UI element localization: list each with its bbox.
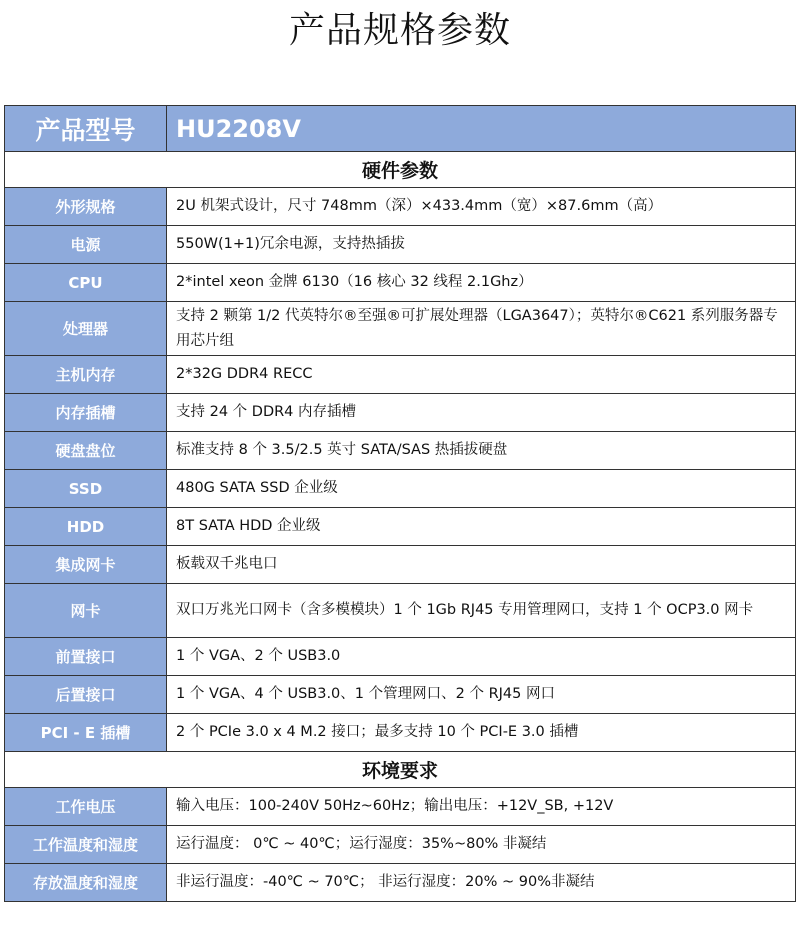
row-value: 非运行温度：-40℃ ~ 70℃； 非运行湿度：20% ~ 90%非凝结 xyxy=(167,864,796,902)
row-label: 工作温度和湿度 xyxy=(5,826,167,864)
page-title: 产品规格参数 xyxy=(288,10,511,51)
row-label: 存放温度和湿度 xyxy=(5,864,167,902)
table-row xyxy=(5,864,796,902)
table-row xyxy=(5,226,796,264)
row-label: 处理器 xyxy=(5,302,167,356)
table-row xyxy=(5,508,796,546)
row-value: 输入电压：100-240V 50Hz~60Hz；输出电压：+12V_SB, +12V xyxy=(167,788,796,826)
row-value: 2*intel xeon 金牌 6130（16 核心 32 线程 2.1Ghz） xyxy=(167,264,796,302)
row-label: 后置接口 xyxy=(5,676,167,714)
table-row xyxy=(5,714,796,752)
table-row xyxy=(5,264,796,302)
row-label: SSD xyxy=(5,470,167,508)
row-label: 主机内存 xyxy=(5,356,167,394)
model-label: 产品型号 xyxy=(5,106,167,152)
table-row xyxy=(5,188,796,226)
spec-table xyxy=(4,105,796,902)
row-label: 前置接口 xyxy=(5,638,167,676)
row-value: 运行温度： 0℃ ~ 40℃；运行湿度：35%~80% 非凝结 xyxy=(167,826,796,864)
row-value: 8T SATA HDD 企业级 xyxy=(167,508,796,546)
row-label: 集成网卡 xyxy=(5,546,167,584)
row-label: 内存插槽 xyxy=(5,394,167,432)
table-row xyxy=(5,302,796,356)
table-row xyxy=(5,788,796,826)
row-value: 550W(1+1)冗余电源，支持热插拔 xyxy=(167,226,796,264)
table-row xyxy=(5,676,796,714)
row-label: CPU xyxy=(5,264,167,302)
row-value: 2U 机架式设计，尺寸 748mm（深）×433.4mm（宽）×87.6mm（高） xyxy=(167,188,796,226)
section-hardware-title: 硬件参数 xyxy=(5,152,796,188)
row-value: 板载双千兆电口 xyxy=(167,546,796,584)
section-hardware xyxy=(5,152,796,188)
row-label: 工作电压 xyxy=(5,788,167,826)
row-label: 网卡 xyxy=(5,584,167,638)
table-row xyxy=(5,584,796,638)
section-environment xyxy=(5,752,796,788)
table-row xyxy=(5,546,796,584)
row-value: 2*32G DDR4 RECC xyxy=(167,356,796,394)
section-environment-title: 环境要求 xyxy=(5,752,796,788)
row-label: PCI - E 插槽 xyxy=(5,714,167,752)
table-row xyxy=(5,826,796,864)
row-value: 标准支持 8 个 3.5/2.5 英寸 SATA/SAS 热插拔硬盘 xyxy=(167,432,796,470)
row-value: 支持 2 颗第 1/2 代英特尔®至强®可扩展处理器（LGA3647）；英特尔®C621 系列服务器专用芯片组 xyxy=(167,302,796,356)
table-row xyxy=(5,470,796,508)
row-label: 硬盘盘位 xyxy=(5,432,167,470)
row-value: 1 个 VGA、2 个 USB3.0 xyxy=(167,638,796,676)
row-value: 1 个 VGA、4 个 USB3.0、1 个管理网口、2 个 RJ45 网口 xyxy=(167,676,796,714)
row-value: 支持 24 个 DDR4 内存插槽 xyxy=(167,394,796,432)
model-row xyxy=(5,106,796,152)
row-value: 480G SATA SSD 企业级 xyxy=(167,470,796,508)
row-label: HDD xyxy=(5,508,167,546)
row-label: 电源 xyxy=(5,226,167,264)
table-row xyxy=(5,638,796,676)
table-row xyxy=(5,432,796,470)
row-value: 双口万兆光口网卡（含多模模块）1 个 1Gb RJ45 专用管理网口，支持 1 个 OCP3.0 网卡 xyxy=(167,584,796,638)
row-label: 外形规格 xyxy=(5,188,167,226)
row-value: 2 个 PCIe 3.0 x 4 M.2 接口；最多支持 10 个 PCI-E 3.0 插槽 xyxy=(167,714,796,752)
table-row xyxy=(5,394,796,432)
table-row xyxy=(5,356,796,394)
model-value: HU2208V xyxy=(167,106,796,152)
